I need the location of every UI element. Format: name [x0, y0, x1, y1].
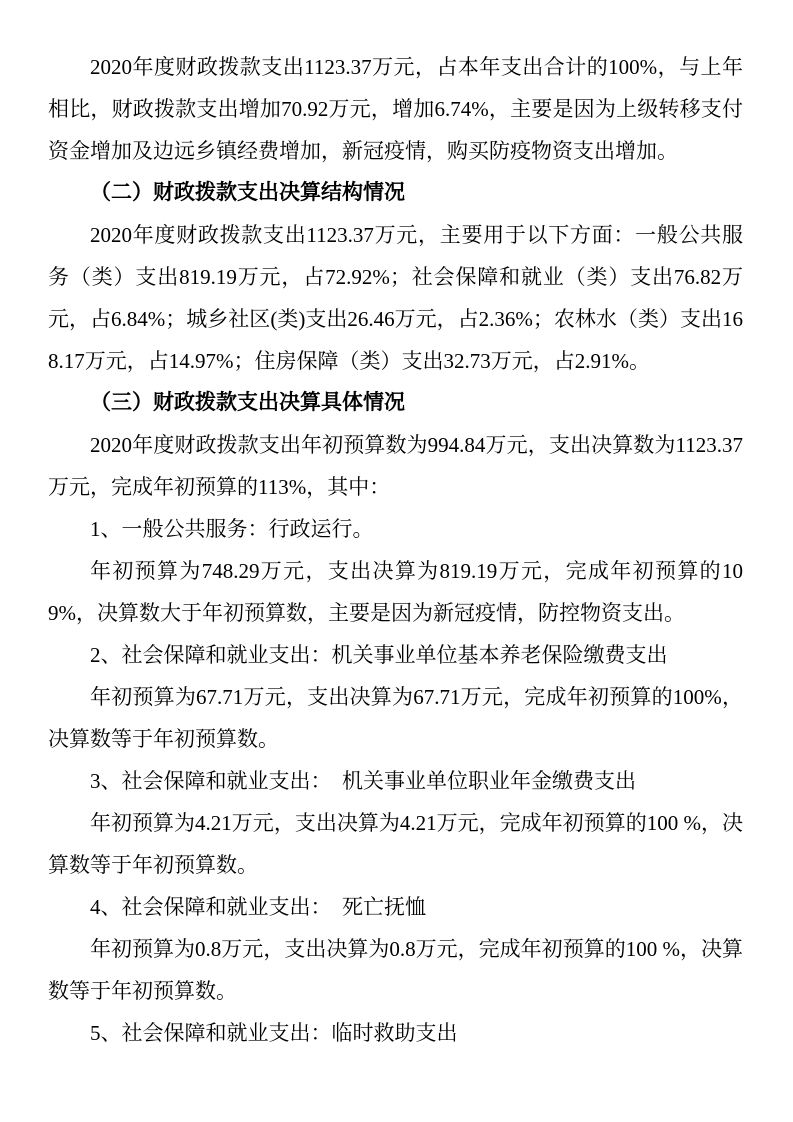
paragraph-budget-vs-final: 2020年度财政拨款支出年初预算数为994.84万元，支出决算数为1123.37万元，完成年初预算的113%，其中：: [48, 433, 743, 499]
paragraph-item-2-detail: 年初预算为67.71万元，支出决算为67.71万元，完成年初预算的100%，决算数等于年初预算数。: [48, 685, 743, 751]
paragraph-item-5-title: 5、社会保障和就业支出：临时救助支出: [90, 1021, 458, 1045]
paragraph-item-4-detail: 年初预算为0.8万元，支出决算为0.8万元，完成年初预算的100 %，决算数等于年初预算数。: [48, 937, 743, 1003]
paragraph-item-3-detail: 年初预算为4.21万元，支出决算为4.21万元，完成年初预算的100 %，决算数等于年初预算数。: [48, 811, 743, 877]
paragraph-item-1-detail: 年初预算为748.29万元，支出决算为819.19万元，完成年初预算的109%，决算数大于年初预算数，主要是因为新冠疫情，防控物资支出。: [48, 559, 743, 625]
paragraph-fiscal-expenditure-overview: 2020年度财政拨款支出1123.37万元，占本年支出合计的100%，与上年相比，财政拨款支出增加70.92万元，增加6.74%，主要是因为上级转移支付资金增加及边远乡镇经费增加，新冠疫情，购买防疫物资支出增加。: [48, 55, 743, 163]
paragraph-expenditure-structure-detail: 2020年度财政拨款支出1123.37万元，主要用于以下方面：一般公共服务（类）支出819.19万元，占72.92%；社会保障和就业（类）支出76.82万元，占6.84%；城乡社区(类)支出26.46万元，占2.36%；农林水（类）支出168.17万元，占14.97%；住房保障（类）支出32.73万元，占2.91%。: [48, 223, 743, 373]
section-heading-expenditure-structure: （二）财政拨款支出决算结构情况: [90, 181, 405, 204]
paragraph-item-4-title: 4、社会保障和就业支出： 死亡抚恤: [90, 895, 426, 919]
document-body: [48, 46, 743, 1054]
paragraph-item-3-title: 3、社会保障和就业支出： 机关事业单位职业年金缴费支出: [90, 769, 636, 793]
section-heading-expenditure-specifics: （三）财政拨款支出决算具体情况: [90, 391, 405, 414]
paragraph-item-2-title: 2、社会保障和就业支出：机关事业单位基本养老保险缴费支出: [90, 643, 668, 667]
paragraph-item-1-title: 1、一般公共服务：行政运行。: [90, 517, 374, 541]
